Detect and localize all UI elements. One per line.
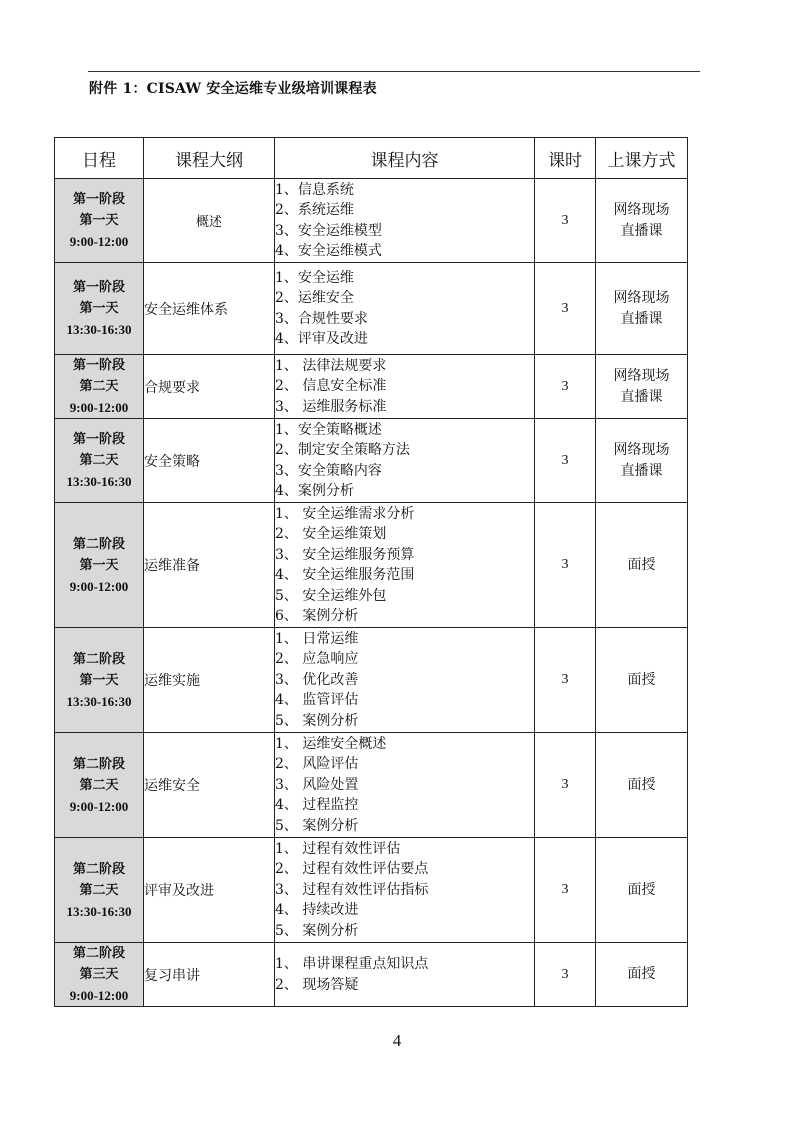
outline-cell: 合规要求: [144, 355, 275, 419]
method-line: 直播课: [620, 310, 663, 327]
content-item: 5、 安全运维外包: [275, 587, 387, 604]
stage-label: 第一阶段: [72, 432, 125, 447]
table-row: [55, 263, 688, 355]
stage-label: 第二阶段: [72, 651, 125, 667]
content-item: 1、信息系统: [275, 181, 354, 198]
outline-cell: 运维实施: [144, 628, 275, 733]
content-item: 1、 日常运维: [275, 630, 359, 647]
content-item: 1、 过程有效性评估: [275, 840, 401, 857]
table-row: [55, 943, 688, 1007]
content-item: 6、 案例分析: [275, 608, 359, 624]
day-label: 第二天: [79, 453, 119, 468]
date-cell: [55, 838, 144, 943]
day-label: 第二天: [79, 882, 119, 898]
page-number: 4: [392, 1031, 402, 1050]
day-label: 第二天: [79, 379, 119, 394]
content-cell: [275, 943, 535, 1007]
outline-cell: 概述: [144, 179, 275, 263]
stage-label: 第二阶段: [72, 536, 125, 552]
table-row: [55, 733, 688, 838]
hours-cell: 3: [535, 943, 596, 1007]
hours-cell: 3: [535, 628, 596, 733]
stage-label: 第一阶段: [72, 358, 125, 373]
content-item: 3、安全运维模型: [275, 222, 382, 239]
content-item: 3、合规性要求: [275, 310, 368, 327]
table-row: [55, 628, 688, 733]
time-label: 13:30-16:30: [66, 474, 132, 489]
stage-label: 第二阶段: [72, 861, 125, 877]
method-line: 网络现场: [613, 201, 670, 218]
content-item: 1、 法律法规要求: [275, 357, 387, 374]
stage-label: 第二阶段: [72, 946, 125, 961]
content-cell: [275, 838, 535, 943]
date-cell: [55, 733, 144, 838]
content-item: 2、系统运维: [275, 202, 354, 218]
header-hours: 课时: [535, 138, 596, 179]
content-item: 2、 信息安全标准: [275, 378, 387, 395]
method-cell: [596, 179, 688, 263]
content-item: 2、 风险评估: [275, 756, 359, 773]
content-item: 1、 串讲课程重点知识点: [275, 956, 429, 972]
date-cell: [55, 503, 144, 628]
time-label: 13:30-16:30: [66, 322, 132, 337]
day-label: 第一天: [79, 557, 119, 573]
stage-label: 第一阶段: [72, 280, 125, 295]
content-cell: [275, 733, 535, 838]
time-label: 9:00-12:00: [69, 578, 129, 594]
day-label: 第一天: [79, 301, 119, 316]
method-line: 网络现场: [613, 441, 670, 458]
content-item: 1、 运维安全概述: [275, 735, 387, 752]
date-cell: [55, 263, 144, 355]
content-item: 2、运维安全: [275, 290, 354, 306]
table-row: [55, 503, 688, 628]
date-cell: [55, 419, 144, 503]
time-label: 13:30-16:30: [66, 693, 132, 709]
content-cell: [275, 355, 535, 419]
method-line: 面授: [627, 966, 656, 982]
method-line: 面授: [627, 776, 656, 793]
method-line: 面授: [627, 671, 656, 688]
method-cell: [596, 419, 688, 503]
method-line: 网络现场: [613, 289, 670, 306]
table-row: [55, 179, 688, 263]
outline-cell: 运维安全: [144, 733, 275, 838]
content-item: 3、安全策略内容: [275, 462, 382, 479]
content-item: 4、 持续改进: [275, 902, 359, 919]
method-line: 面授: [627, 881, 656, 898]
time-label: 13:30-16:30: [66, 903, 132, 919]
content-item: 2、 安全运维策划: [275, 526, 387, 542]
header-outline: 课程大纲: [144, 138, 275, 179]
method-cell: [596, 733, 688, 838]
content-item: 4、 监管评估: [275, 692, 359, 709]
time-label: 9:00-12:00: [69, 798, 129, 814]
outline-cell: 运维准备: [144, 503, 275, 628]
content-item: 2、制定安全策略方法: [275, 442, 410, 458]
method-cell: [596, 503, 688, 628]
hours-cell: 3: [535, 838, 596, 943]
method-line: 直播课: [620, 388, 663, 405]
day-label: 第一天: [79, 672, 119, 688]
content-item: 4、安全运维模式: [275, 243, 382, 259]
method-cell: [596, 355, 688, 419]
time-label: 9:00-12:00: [69, 400, 129, 415]
method-line: 直播课: [620, 462, 663, 479]
content-item: 1、 安全运维需求分析: [275, 505, 415, 522]
table-header-row: [55, 138, 688, 179]
hours-cell: 3: [535, 503, 596, 628]
content-item: 3、 风险处置: [275, 776, 359, 793]
outline-cell: 评审及改进: [144, 838, 275, 943]
table-row: [55, 355, 688, 419]
date-cell: [55, 179, 144, 263]
content-item: 5、 案例分析: [275, 922, 359, 939]
header-content: 课程内容: [275, 138, 535, 179]
hours-cell: 3: [535, 179, 596, 263]
content-cell: [275, 503, 535, 628]
content-item: 5、 案例分析: [275, 712, 359, 729]
content-item: 2、 应急响应: [275, 651, 359, 668]
outline-cell: 安全运维体系: [144, 263, 275, 355]
content-item: 4、评审及改进: [275, 331, 368, 347]
content-cell: [275, 179, 535, 263]
content-item: 5、 案例分析: [275, 817, 359, 834]
header-method: 上课方式: [596, 138, 688, 179]
time-label: 9:00-12:00: [69, 234, 129, 249]
table-row: [55, 419, 688, 503]
hours-cell: 3: [535, 733, 596, 838]
course-schedule-table: [54, 137, 688, 1007]
content-item: 3、 过程有效性评估指标: [275, 881, 429, 898]
table-row: [55, 838, 688, 943]
content-item: 2、 过程有效性评估要点: [275, 861, 429, 878]
date-cell: [55, 355, 144, 419]
method-cell: [596, 943, 688, 1007]
method-cell: [596, 838, 688, 943]
day-label: 第一天: [79, 213, 119, 228]
method-line: 网络现场: [613, 367, 670, 384]
date-cell: [55, 943, 144, 1007]
content-item: 1、安全运维: [275, 269, 354, 286]
method-line: 直播课: [620, 222, 663, 239]
content-item: 4、 安全运维服务范围: [275, 567, 415, 583]
content-item: 4、案例分析: [275, 483, 354, 499]
content-item: 3、 安全运维服务预算: [275, 546, 415, 563]
outline-cell: 安全策略: [144, 419, 275, 503]
content-cell: [275, 419, 535, 503]
header-rule: [88, 71, 700, 72]
content-item: 2、 现场答疑: [275, 976, 359, 993]
content-cell: [275, 263, 535, 355]
day-label: 第三天: [79, 967, 119, 982]
method-cell: [596, 263, 688, 355]
header-date: 日程: [55, 138, 144, 179]
method-cell: [596, 628, 688, 733]
hours-cell: 3: [535, 355, 596, 419]
document-title: 附件 1：CISAW 安全运维专业级培训课程表: [89, 81, 377, 97]
outline-cell: 复习串讲: [144, 943, 275, 1007]
date-cell: [55, 628, 144, 733]
content-item: 4、 过程监控: [275, 797, 359, 814]
content-item: 3、 优化改善: [275, 671, 359, 688]
hours-cell: 3: [535, 419, 596, 503]
stage-label: 第二阶段: [72, 756, 125, 772]
content-cell: [275, 628, 535, 733]
content-item: 3、 运维服务标准: [275, 398, 387, 415]
time-label: 9:00-12:00: [69, 988, 129, 1003]
day-label: 第二天: [79, 777, 119, 793]
hours-cell: 3: [535, 263, 596, 355]
stage-label: 第一阶段: [72, 192, 125, 207]
content-item: 1、安全策略概述: [275, 421, 382, 438]
method-line: 面授: [627, 556, 656, 573]
